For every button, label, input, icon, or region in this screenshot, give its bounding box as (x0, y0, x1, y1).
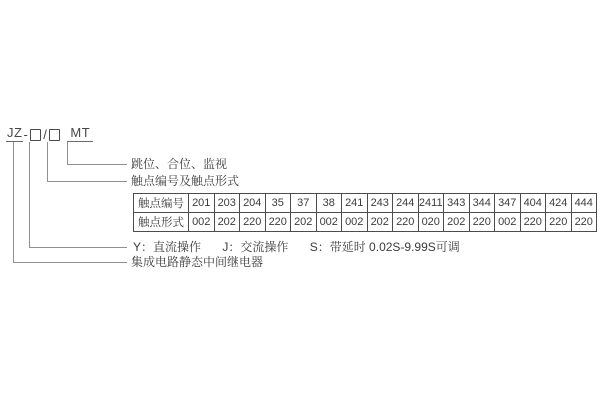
contact-number-cell: 241 (342, 194, 368, 213)
contact-form-cell: 002 (316, 213, 342, 232)
contact-form-cell: 220 (571, 213, 597, 232)
contact-number-cell: 203 (214, 194, 240, 213)
contact-number-cell: 343 (444, 194, 470, 213)
contact-form-cell: 202 (444, 213, 470, 232)
table-row-contact-form (134, 213, 597, 232)
contact-number-cell: 2411 (418, 194, 444, 213)
contact-table (133, 193, 597, 232)
operation-ac-label: J：交流操作 (222, 240, 289, 254)
contact-number-cell: 424 (546, 194, 572, 213)
contact-form-cell: 020 (418, 213, 444, 232)
connector-vertical-box2 (47, 142, 48, 181)
contact-form-cell: 202 (291, 213, 317, 232)
contact-number-cell: 204 (240, 194, 266, 213)
contact-form-cell: 202 (214, 213, 240, 232)
model-hyphen: - (23, 127, 29, 142)
contact-number-cell: 347 (495, 194, 521, 213)
model-prefix: JZ (7, 125, 23, 140)
connector-vertical-box1 (29, 142, 30, 247)
model-placeholder-box-1 (30, 129, 41, 141)
callout-contact-label: 触点编号及触点形式 (131, 174, 240, 188)
contact-form-cell: 220 (240, 213, 266, 232)
contact-form-cell: 220 (393, 213, 419, 232)
operation-delay-label: S：带延时 0.02S-9.99S可调 (309, 240, 460, 254)
connector-horizontal-mt (67, 164, 127, 165)
contact-form-cell: 220 (265, 213, 291, 232)
row-header-contact-number: 触点编号 (134, 194, 189, 213)
connector-horizontal-jz (13, 262, 127, 263)
contact-number-cell: 243 (367, 194, 393, 213)
model-placeholder-box-2 (49, 129, 60, 141)
callout-product-label: 集成电路静态中间继电器 (131, 255, 264, 269)
connector-vertical-jz (13, 142, 14, 262)
contact-form-cell: 002 (495, 213, 521, 232)
contact-number-cell: 38 (316, 194, 342, 213)
connector-horizontal-box1 (29, 247, 127, 248)
table-row-contact-number (134, 194, 597, 213)
model-designation (6, 126, 93, 142)
callout-operation-label (133, 240, 460, 254)
contact-number-cell: 37 (291, 194, 317, 213)
contact-number-cell: 344 (469, 194, 495, 213)
connector-horizontal-box2 (47, 181, 127, 182)
operation-dc-label: Y：直流操作 (133, 240, 202, 254)
contact-number-cell: 444 (571, 194, 597, 213)
model-separator: / (43, 127, 48, 142)
callout-monitor-label: 跳位、合位、监视 (131, 157, 228, 171)
contact-number-cell: 35 (265, 194, 291, 213)
contact-form-cell: 220 (469, 213, 495, 232)
contact-form-cell: 220 (520, 213, 546, 232)
contact-form-cell: 002 (189, 213, 215, 232)
contact-form-cell: 002 (342, 213, 368, 232)
contact-number-cell: 201 (189, 194, 215, 213)
contact-form-cell: 202 (367, 213, 393, 232)
connector-vertical-mt (67, 142, 68, 164)
model-suffix: MT (67, 125, 93, 142)
contact-number-cell: 244 (393, 194, 419, 213)
contact-form-cell: 220 (546, 213, 572, 232)
row-header-contact-form: 触点形式 (134, 213, 189, 232)
contact-number-cell: 404 (520, 194, 546, 213)
